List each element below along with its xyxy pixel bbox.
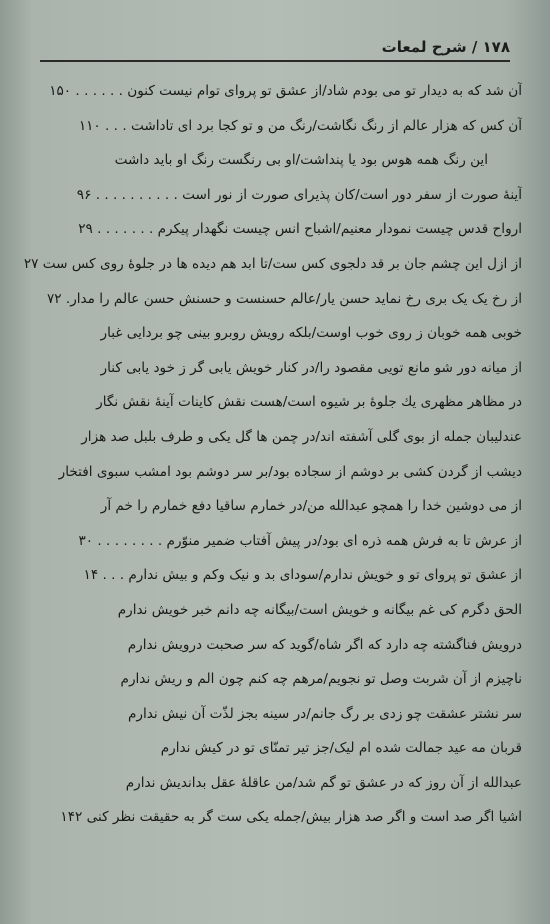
verse-line: آینهٔ صورت از سفر دور است/کان پذیرای صورت از نور است . . . . . . . . . . ۹۶ — [76, 186, 522, 203]
verse-line: قربان مه عید جمالت شده ام لیک/جز تیر تمنّای تو در کیش ندارم — [160, 740, 522, 757]
verse-line: دیشب از گردن کشی بر دوشم از سجاده بود/بر سر دوشم بود امشب سبوی افتخار — [58, 463, 522, 480]
verse-line: از عرش تا به فرش همه ذره ای بود/در پیش آفتاب ضمیر منوّرم . . . . . . . . ۳۰ — [78, 532, 522, 549]
verse-line: در مظاهر مظهری یك جلوهٔ بر شیوه است/هست نقش کاینات آینهٔ نقش نگار — [96, 394, 522, 411]
verse-line: این رنگ همه هوس بود یا پنداشت/او بی رنگست رنگ او باید داشت — [114, 152, 488, 169]
verse-line: از عشق تو پروای تو و خویش ندارم/سودای بد و نیک وکم و بیش ندارم . . . ۱۴ — [83, 567, 522, 584]
verse-line: از ازل این چشم جان بر قد دلجوی کس ست/تا ابد هم دیده ها در جلوهٔ روی کس ست ۲۷ — [23, 255, 522, 272]
verse-line: الحق دگرم کی غم بیگانه و خویش است/بیگانه چه دانم خبر خویش ندارم — [117, 601, 522, 618]
verse-line: اشیا اگر صد است و اگر صد هزار بیش/جمله یکی ست گر به حقیقت نظر کنی ۱۴۲ — [60, 809, 522, 826]
verse-line: درویش فناگشته چه دارد که اگر شاه/گوید که سر صحبت درویش ندارم — [127, 636, 522, 653]
verse-line: از می دوشین خدا را همچو عبدالله من/در خمارم ساقیا دفع خمارم را خم آر — [100, 498, 522, 515]
verse-line: ناچیزم از آن شربت وصل تو نجویم/مرهم چه کنم چون الم و ریش ندارم — [120, 671, 522, 688]
page-number-and-title: ۱۷۸ / شرح لمعات — [381, 38, 510, 56]
verse-line: عندلیبان جمله از بوی گلی آشفته اند/در چمن ها گل یکی و طرف بلبل صد هزار — [81, 428, 522, 445]
verse-line: از رخ یک یک بری رخ نماید حسن یار/عالم حسنست و حسنش حسن عالم را مدار. ۷۲ — [46, 290, 522, 307]
verse-line: عبدالله از آن روز که در عشق تو گم شد/من عاقلهٔ عقل بداندیش ندارم — [125, 774, 522, 791]
verse-line: از میانه دور شو مانع تویی مقصود را/در کنار خویش یابی گر ز خود یابی کنار — [100, 359, 522, 376]
verse-line: سر نشتر عشقت چو زدی بر رگ جانم/در سینه بجز لذّت آن نیش ندارم — [128, 705, 522, 722]
page-header — [40, 34, 510, 62]
verse-line: آن شد که به دیدار تو می بودم شاد/از عشق تو پروای توام نیست کنون . . . . . . ۱۵۰ — [49, 83, 522, 99]
verse-list — [20, 74, 522, 835]
verse-line: خوبی همه خوبان ز روی خوب اوست/بلکه رویش روبرو بینی چو بردایی غبار — [100, 325, 522, 342]
verse-line: آن کس که هزار عالم از رنگ نگاشت/رنگ من و تو کجا برد ای تاداشت . . . ۱۱۰ — [78, 117, 522, 134]
verse-line: ارواح قدس چیست نمودار معنیم/اشباح انس چیست نگهدار پیکرم . . . . . . . ۲۹ — [78, 221, 522, 238]
